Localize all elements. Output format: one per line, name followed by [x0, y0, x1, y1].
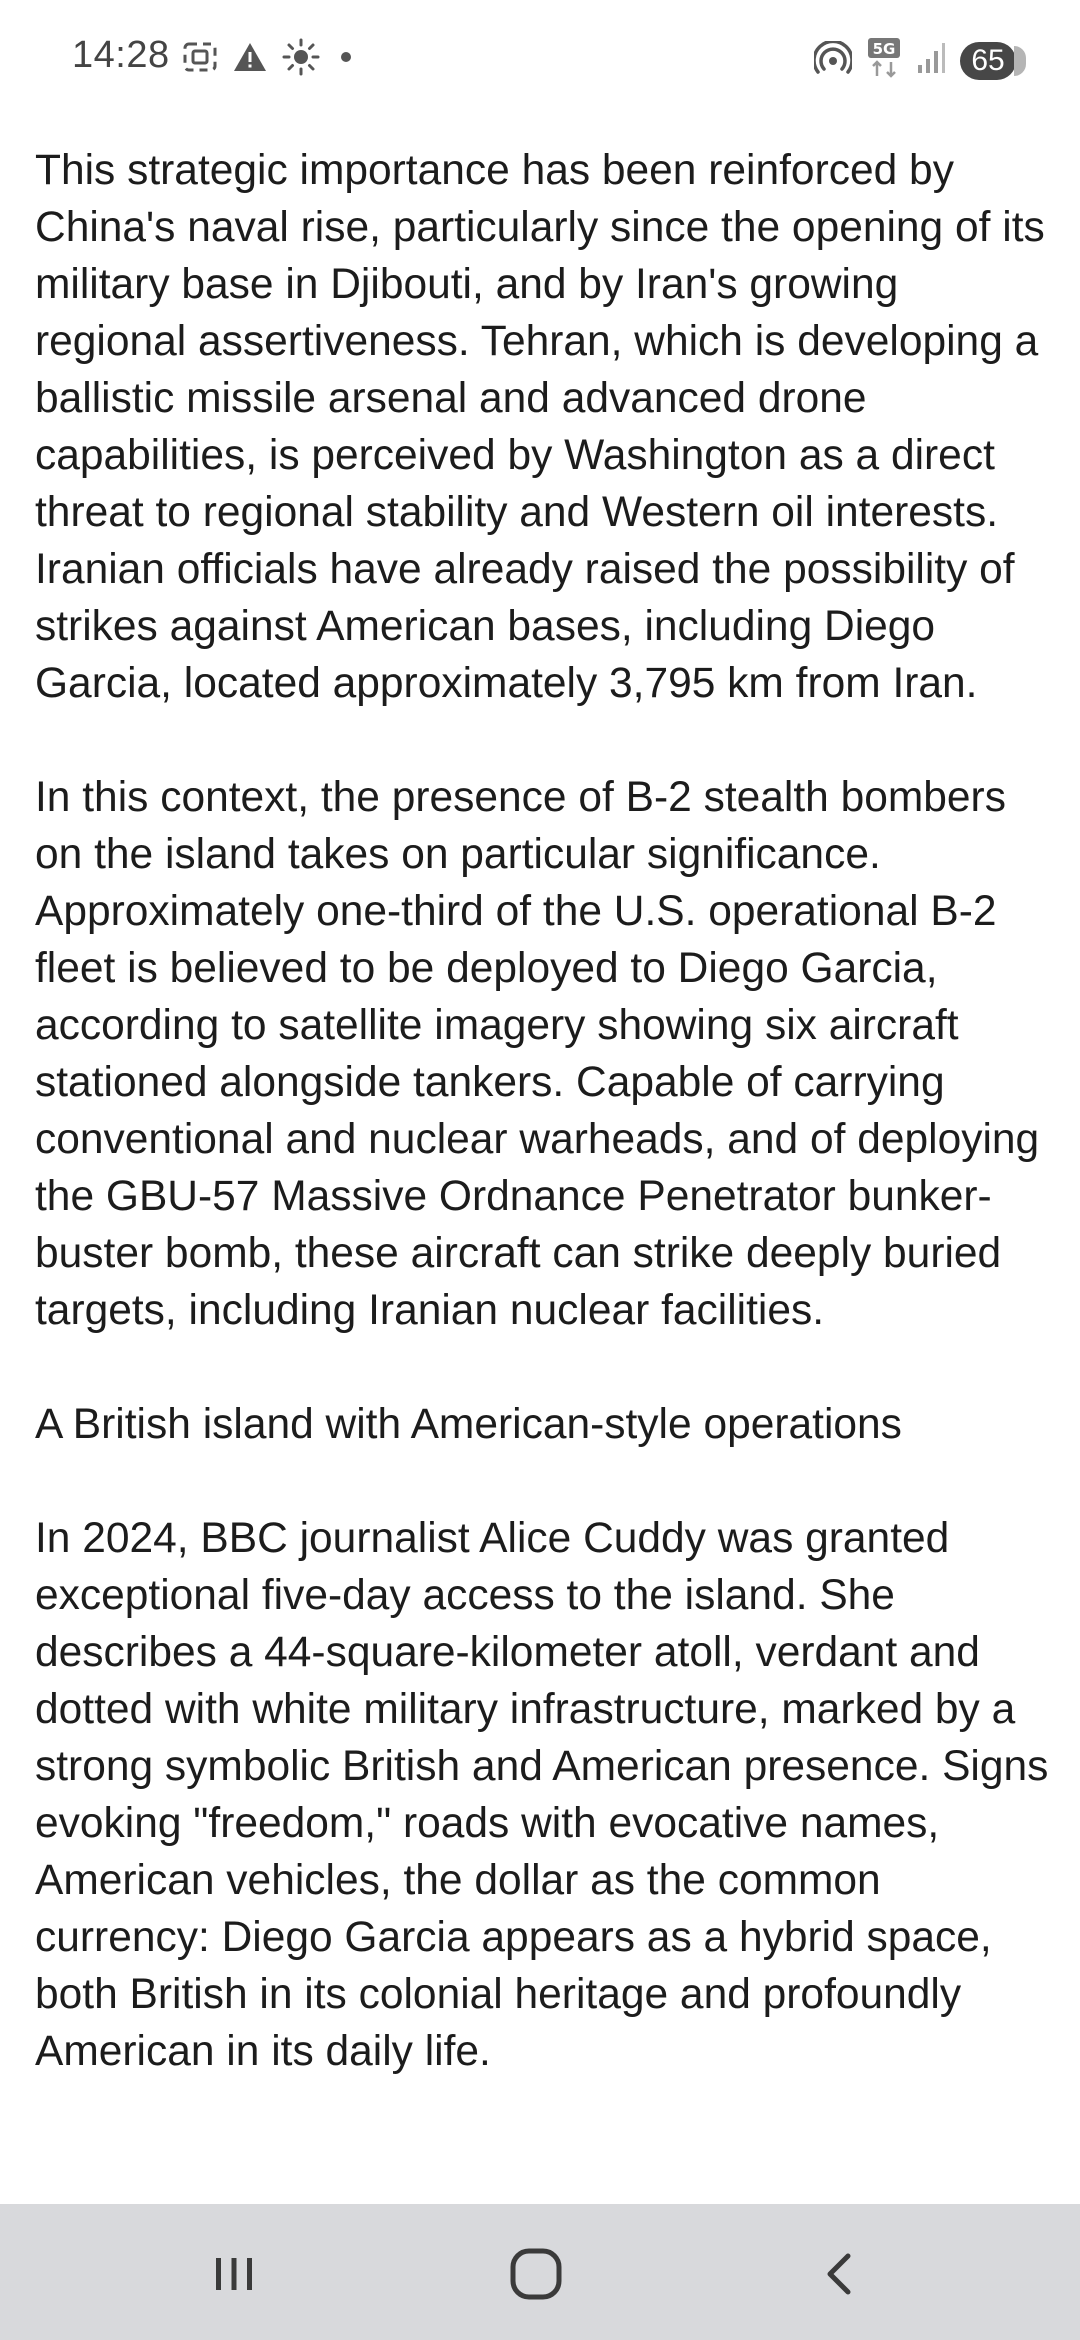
- back-button[interactable]: [810, 2244, 870, 2304]
- article-paragraph: In 2024, BBC journalist Alice Cuddy was granted exceptional five-day access to the island. She describes a 44-square-kilometer atoll, verdant and dotted with white military infrastructure, marked by a strong symbolic British and American presence. Signs evoking "freedom," roads with evocative names, American vehicles, the dollar as the common currency: Diego Garcia appears as a hybrid space, both British in its colonial heritage and profoundly American in its daily life.: [35, 1515, 1049, 2075]
- section-heading: A British island with American-style operations: [35, 1401, 902, 1448]
- battery-icon: 65: [960, 42, 1016, 80]
- signal-icon: [916, 41, 946, 80]
- recent-apps-icon: [210, 2250, 258, 2298]
- article-paragraph: This strategic importance has been reinforced by China's naval rise, particularly since the opening of its military base in Djibouti, and by Iran's growing regional assertiveness. Tehran, which is developing a ballistic missile arsenal and advanced drone capabilities, is perceived by Washington as a direct threat to regional stability and Western oil interests. Iranian officials have already raised the possibility of strikes against American bases, including Diego Garcia, located approximately 3,795 km from Iran.: [35, 147, 1045, 707]
- article-paragraph: In this context, the presence of B-2 stealth bombers on the island takes on particular significance. Approximately one-third of the U.S. operational B-2 fleet is believed to be deployed to Diego Garcia, according to satellite imagery showing six aircraft stationed alongside tankers. Capable of carrying conventional and nuclear warheads, and of deploying the GBU-57 Massive Ordnance Penetrator bunker-buster bomb, these aircraft can strike deeply buried targets, including Iranian nuclear facilities.: [35, 774, 1040, 1334]
- back-icon: [816, 2250, 864, 2298]
- status-right-icons: [814, 38, 1016, 83]
- status-bar: [0, 0, 1080, 118]
- dot-icon: [334, 45, 358, 74]
- screenshot-icon: [182, 41, 218, 78]
- home-icon: [508, 2246, 564, 2302]
- 5g-icon: [866, 38, 902, 83]
- brightness-icon: [282, 38, 320, 81]
- status-left-icons: [182, 38, 358, 81]
- navigation-bar: [0, 2204, 1080, 2340]
- alert-icon: [232, 41, 268, 78]
- recent-apps-button[interactable]: [204, 2244, 264, 2304]
- svg-text:5G: 5G: [872, 40, 896, 58]
- hotspot-icon: [814, 41, 852, 80]
- article-body: [35, 142, 1055, 2137]
- status-time: 14:28: [72, 34, 170, 76]
- home-button[interactable]: [506, 2244, 566, 2304]
